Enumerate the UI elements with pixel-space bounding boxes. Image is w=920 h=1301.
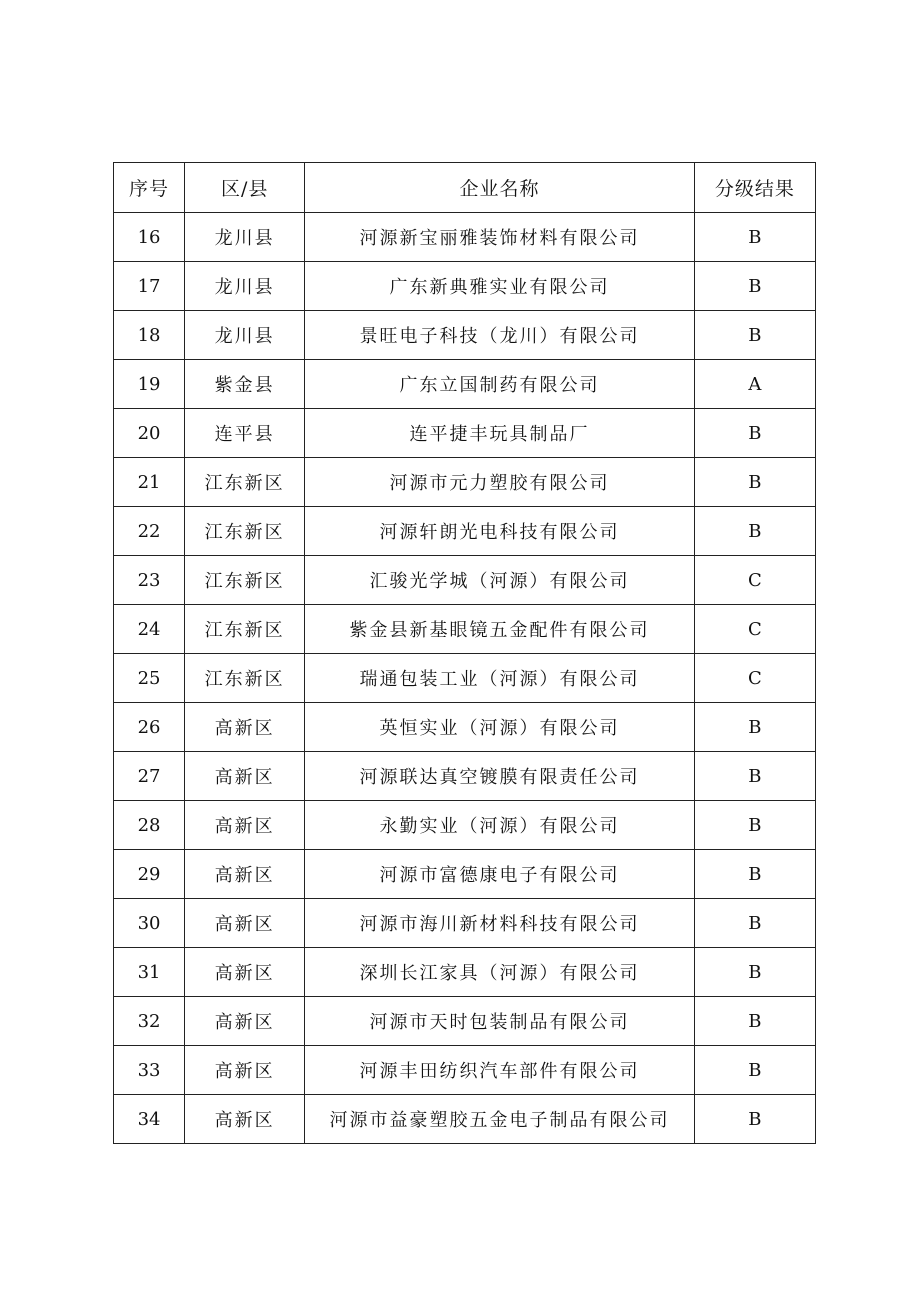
table-row bbox=[114, 899, 816, 948]
table-row bbox=[114, 1046, 816, 1095]
cell-grade: A bbox=[694, 360, 815, 409]
cell-district: 紫金县 bbox=[185, 360, 305, 409]
table-row bbox=[114, 213, 816, 262]
table-row bbox=[114, 948, 816, 997]
cell-company: 河源联达真空镀膜有限责任公司 bbox=[305, 752, 695, 801]
header-seq: 序号 bbox=[114, 163, 185, 213]
cell-grade: B bbox=[694, 899, 815, 948]
cell-grade: B bbox=[694, 458, 815, 507]
cell-seq: 20 bbox=[114, 409, 185, 458]
cell-district: 高新区 bbox=[185, 997, 305, 1046]
cell-seq: 29 bbox=[114, 850, 185, 899]
cell-district: 江东新区 bbox=[185, 556, 305, 605]
cell-district: 龙川县 bbox=[185, 213, 305, 262]
cell-seq: 23 bbox=[114, 556, 185, 605]
cell-district: 高新区 bbox=[185, 1046, 305, 1095]
cell-company: 深圳长江家具（河源）有限公司 bbox=[305, 948, 695, 997]
table-row bbox=[114, 262, 816, 311]
cell-district: 高新区 bbox=[185, 899, 305, 948]
table-row bbox=[114, 360, 816, 409]
header-grade: 分级结果 bbox=[694, 163, 815, 213]
cell-district: 连平县 bbox=[185, 409, 305, 458]
cell-grade: B bbox=[694, 752, 815, 801]
table-row bbox=[114, 605, 816, 654]
cell-grade: B bbox=[694, 997, 815, 1046]
cell-company: 河源市元力塑胶有限公司 bbox=[305, 458, 695, 507]
table-row bbox=[114, 1095, 816, 1144]
cell-company: 河源新宝丽雅装饰材料有限公司 bbox=[305, 213, 695, 262]
table-row bbox=[114, 458, 816, 507]
cell-seq: 27 bbox=[114, 752, 185, 801]
cell-grade: B bbox=[694, 850, 815, 899]
cell-grade: B bbox=[694, 703, 815, 752]
table-row bbox=[114, 703, 816, 752]
table-body bbox=[114, 213, 816, 1144]
cell-company: 连平捷丰玩具制品厂 bbox=[305, 409, 695, 458]
table-row bbox=[114, 409, 816, 458]
cell-seq: 34 bbox=[114, 1095, 185, 1144]
cell-grade: B bbox=[694, 948, 815, 997]
cell-company: 英恒实业（河源）有限公司 bbox=[305, 703, 695, 752]
cell-company: 河源市益豪塑胶五金电子制品有限公司 bbox=[305, 1095, 695, 1144]
header-district: 区/县 bbox=[185, 163, 305, 213]
cell-grade: B bbox=[694, 507, 815, 556]
header-row bbox=[114, 163, 816, 213]
table-row bbox=[114, 997, 816, 1046]
cell-seq: 18 bbox=[114, 311, 185, 360]
cell-grade: B bbox=[694, 1046, 815, 1095]
cell-seq: 30 bbox=[114, 899, 185, 948]
cell-district: 高新区 bbox=[185, 948, 305, 997]
cell-company: 瑞通包装工业（河源）有限公司 bbox=[305, 654, 695, 703]
cell-company: 汇骏光学城（河源）有限公司 bbox=[305, 556, 695, 605]
cell-grade: B bbox=[694, 801, 815, 850]
table-row bbox=[114, 654, 816, 703]
cell-seq: 31 bbox=[114, 948, 185, 997]
cell-seq: 19 bbox=[114, 360, 185, 409]
table-header bbox=[114, 163, 816, 213]
cell-seq: 24 bbox=[114, 605, 185, 654]
cell-company: 河源市富德康电子有限公司 bbox=[305, 850, 695, 899]
cell-seq: 17 bbox=[114, 262, 185, 311]
cell-company: 广东立国制药有限公司 bbox=[305, 360, 695, 409]
header-company: 企业名称 bbox=[305, 163, 695, 213]
enterprise-grading-table bbox=[113, 162, 816, 1144]
cell-seq: 33 bbox=[114, 1046, 185, 1095]
cell-company: 永勤实业（河源）有限公司 bbox=[305, 801, 695, 850]
cell-district: 江东新区 bbox=[185, 507, 305, 556]
cell-seq: 32 bbox=[114, 997, 185, 1046]
cell-seq: 21 bbox=[114, 458, 185, 507]
cell-district: 高新区 bbox=[185, 752, 305, 801]
cell-company: 景旺电子科技（龙川）有限公司 bbox=[305, 311, 695, 360]
cell-grade: C bbox=[694, 654, 815, 703]
cell-grade: B bbox=[694, 213, 815, 262]
cell-grade: B bbox=[694, 262, 815, 311]
cell-company: 河源市海川新材料科技有限公司 bbox=[305, 899, 695, 948]
table-row bbox=[114, 801, 816, 850]
cell-district: 高新区 bbox=[185, 801, 305, 850]
cell-seq: 16 bbox=[114, 213, 185, 262]
cell-district: 高新区 bbox=[185, 1095, 305, 1144]
cell-district: 龙川县 bbox=[185, 262, 305, 311]
cell-seq: 28 bbox=[114, 801, 185, 850]
cell-district: 高新区 bbox=[185, 850, 305, 899]
cell-grade: B bbox=[694, 311, 815, 360]
cell-district: 高新区 bbox=[185, 703, 305, 752]
cell-grade: B bbox=[694, 1095, 815, 1144]
table-row bbox=[114, 507, 816, 556]
cell-seq: 26 bbox=[114, 703, 185, 752]
cell-district: 江东新区 bbox=[185, 654, 305, 703]
cell-company: 河源市天时包装制品有限公司 bbox=[305, 997, 695, 1046]
cell-district: 龙川县 bbox=[185, 311, 305, 360]
cell-grade: C bbox=[694, 605, 815, 654]
cell-company: 紫金县新基眼镜五金配件有限公司 bbox=[305, 605, 695, 654]
cell-company: 广东新典雅实业有限公司 bbox=[305, 262, 695, 311]
cell-company: 河源丰田纺织汽车部件有限公司 bbox=[305, 1046, 695, 1095]
cell-company: 河源轩朗光电科技有限公司 bbox=[305, 507, 695, 556]
table-row bbox=[114, 556, 816, 605]
table-row bbox=[114, 752, 816, 801]
cell-grade: C bbox=[694, 556, 815, 605]
table-row bbox=[114, 850, 816, 899]
table-row bbox=[114, 311, 816, 360]
cell-district: 江东新区 bbox=[185, 458, 305, 507]
cell-district: 江东新区 bbox=[185, 605, 305, 654]
cell-seq: 22 bbox=[114, 507, 185, 556]
cell-grade: B bbox=[694, 409, 815, 458]
cell-seq: 25 bbox=[114, 654, 185, 703]
